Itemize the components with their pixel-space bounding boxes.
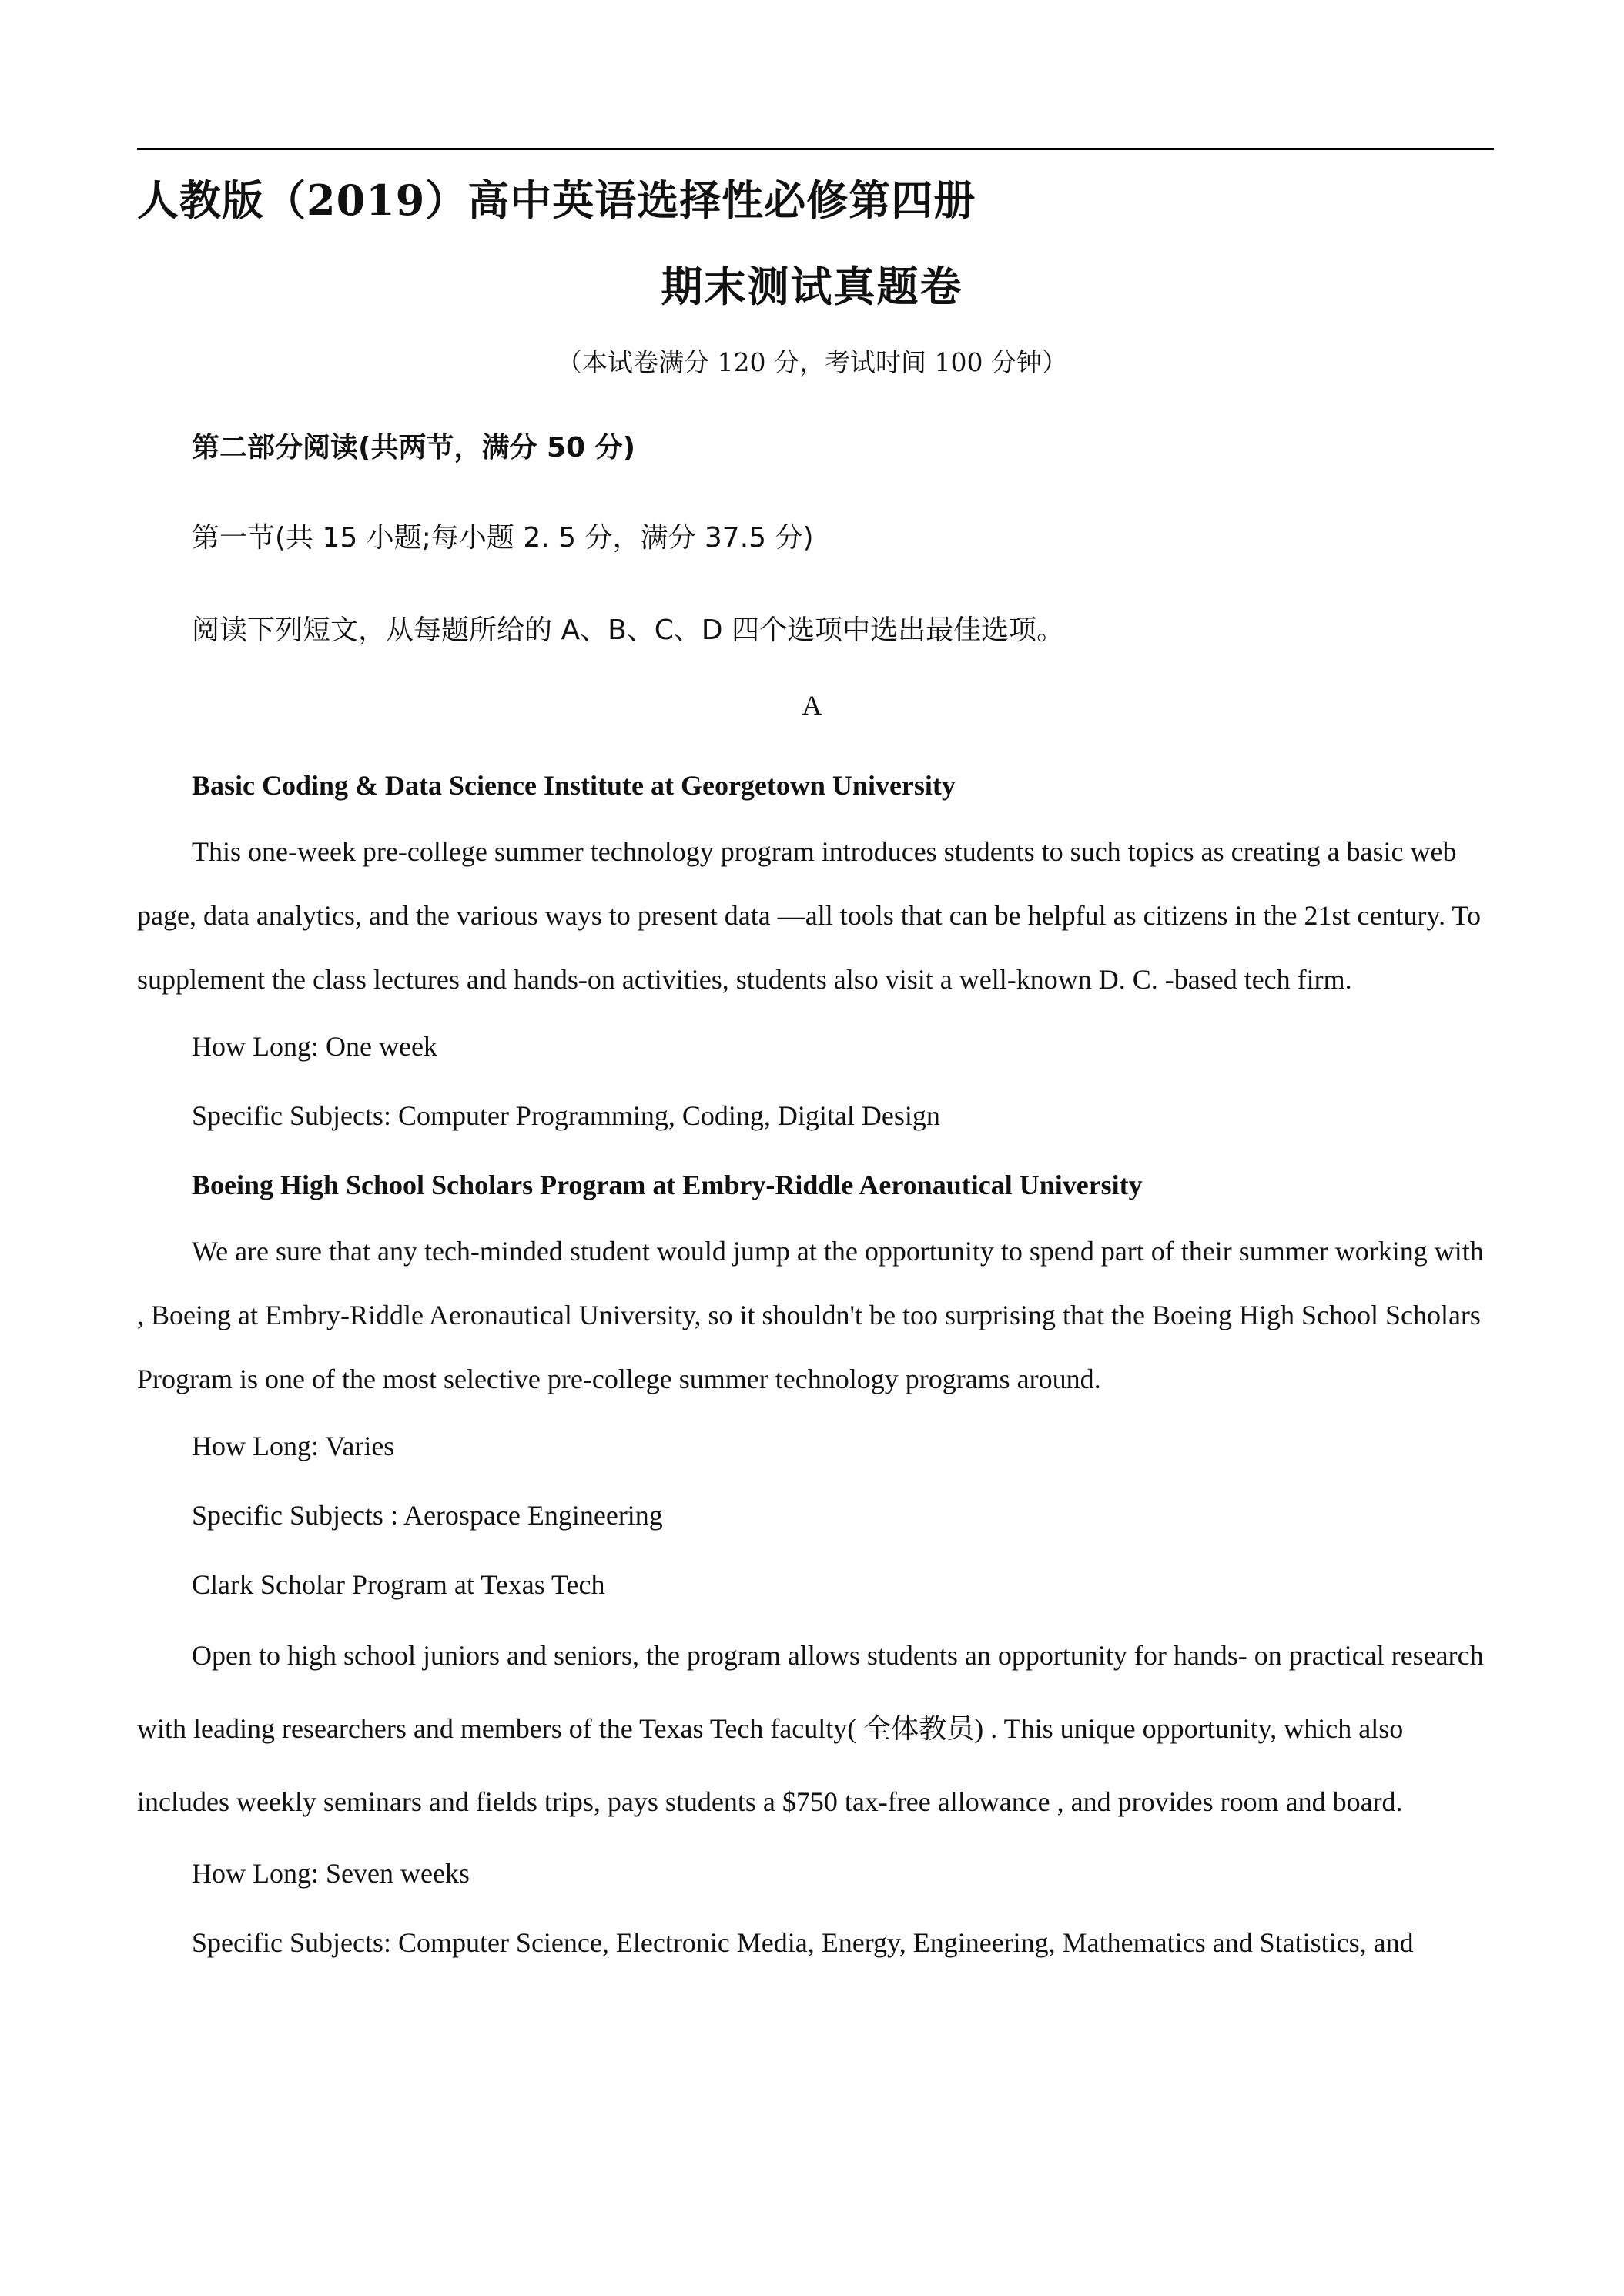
passage-label: A bbox=[802, 690, 822, 721]
document-title: 人教版（2019）高中英语选择性必修第四册 bbox=[137, 176, 976, 225]
program-title: Boeing High School Scholars Program at Embry-Riddle Aeronautical University bbox=[192, 1170, 1143, 1200]
subsection-heading: 第一节(共 15 小题;每小题 2. 5 分，满分 37.5 分) bbox=[192, 522, 814, 554]
passage-a bbox=[137, 751, 1496, 1977]
program-description: This one-week pre-college summer technology program introduces students to such topics as creating a basic web page, data analytics, and the various ways to present data —all tools that can be helpful as citizens in the 21st century. To supplement the class lectures and hands-on activities, students also visit a well-known D. C. -based tech firm. bbox=[137, 836, 1481, 995]
program-description bbox=[137, 1619, 1496, 1839]
program-duration: How Long: Varies bbox=[192, 1431, 395, 1461]
description-text: Open to high school juniors and seniors, the program allows students an opportunity for hands- on practical research with leading researchers and members of the Texas Tech faculty( bbox=[137, 1640, 1484, 1744]
program-subjects: Specific Subjects: Computer Programming, Coding, Digital Design bbox=[192, 1100, 940, 1131]
program-subjects: Specific Subjects: Computer Science, Electronic Media, Energy, Engineering, Mathematics and Statistics, and bbox=[192, 1927, 1414, 1958]
program-description: We are sure that any tech-minded student would jump at the opportunity to spend part of their summer working with , Boeing at Embry-Riddle Aeronautical University, so it shouldn't be too surprising that the Boeing High School Scholars Program is one of the most selective pre-college summer technology programs around. bbox=[137, 1236, 1484, 1394]
program-title: Clark Scholar Program at Texas Tech bbox=[192, 1569, 605, 1600]
document-subtitle: 期末测试真题卷 bbox=[661, 262, 963, 311]
program-duration: How Long: Seven weeks bbox=[192, 1858, 470, 1889]
reading-instruction: 阅读下列短文，从每题所给的 A、B、C、D 四个选项中选出最佳选项。 bbox=[192, 614, 1065, 646]
description-text: ) . This unique opportunity, which also includes weekly seminars and fields trips, pays students a $750 tax-free allowance , and provides room and board. bbox=[137, 1713, 1404, 1817]
program-duration: How Long: One week bbox=[192, 1031, 437, 1062]
chinese-gloss: 全体教员 bbox=[863, 1713, 975, 1745]
part-heading: 第二部分阅读(共两节，满分 50 分) bbox=[192, 432, 636, 464]
exam-info: （本试卷满分 120 分，考试时间 100 分钟） bbox=[557, 347, 1067, 377]
program-subjects: Specific Subjects : Aerospace Engineering bbox=[192, 1500, 663, 1531]
program-title: Basic Coding & Data Science Institute at Georgetown University bbox=[192, 770, 956, 801]
header-rule bbox=[137, 148, 1494, 150]
